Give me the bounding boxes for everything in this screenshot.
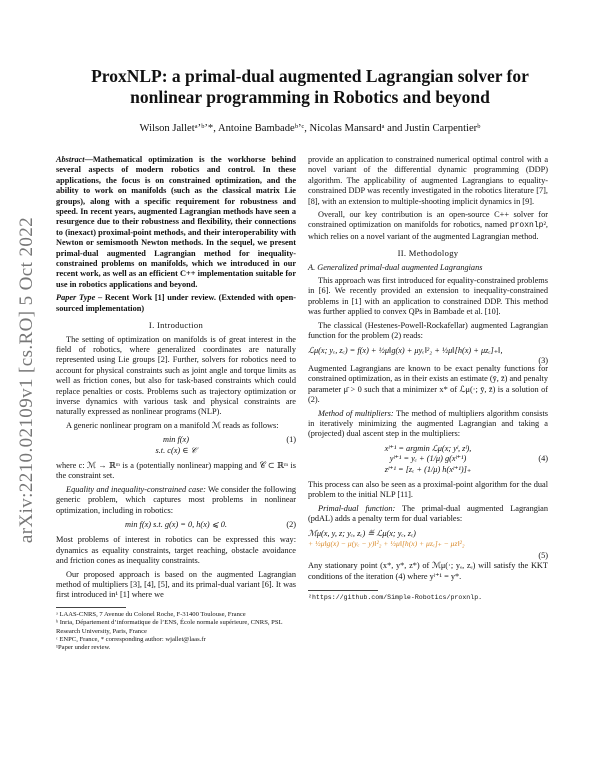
method-paragraph-2: The classical (Hestenes-Powell-Rockafellar) augmented Lagrangian function for the problem (2) reads: bbox=[308, 320, 548, 341]
method-paragraph-1: This approach was first introduced for equality-constrained problems in [6]. We recently provided an extension to inequality-constrained problems in [1] with an application to constrained DDP. This method was further applied to convex QPs in Bambade et al. [10]. bbox=[308, 276, 548, 317]
equation-3: ℒμ(x; yₑ, zₑ) = f(x) + ½μ‖g(x) + μyₑ‖²₂ + ½μ‖[h(x) + μzₑ]₊‖, (3) bbox=[308, 345, 548, 365]
right-column bbox=[308, 155, 548, 603]
method-paragraph-3: Augmented Lagrangians are known to be exact penalty functions for constrained optimization, as in their exists an estimate (ȳ, z̄) and penalty parameter μ̄ > 0 such that a minimizer x* of ℒμ(·; ȳ, z̄) is a solution of (2). bbox=[308, 363, 548, 405]
paper-title: ProxNLP: a primal-dual augmented Lagrangian solver for nonlinear programming in Robotics and beyond bbox=[91, 66, 529, 107]
section-heading-methodology: II. Methodology bbox=[397, 248, 459, 259]
intro-paragraph-1: The setting of optimization on manifolds is of great interest in the field of robotics, where generalized coordinates are naturally represented using Lie groups [2]. Further, solvers for robotics need to account for physical constraints such as joint angle and torque limits as well as friction cones, but also for task-based constraints which could replace penalties or costs. Problems such as trajectory optimization or inverse dynamics with various task and physical constraints are naturally expressed as nonlinear programs (NLP). bbox=[56, 334, 296, 417]
intro-paragraph-4: Equality and inequality-constrained case: We consider the following generic problem, which captures most problems in nonlinear optimization, including in robotics: bbox=[56, 484, 296, 515]
footnote-affiliation-b: ᵇ Inria, Département d’informatique de l’ENS, École normale supérieure, CNRS, PSL Research University, Paris, France bbox=[56, 619, 283, 635]
footnote-rule-right bbox=[308, 590, 378, 591]
method-paragraph-4: Method of multipliers: The method of multipliers algorithm consists in iteratively minimizing the augmented Lagrangian and taking a (projected) dual ascent step in the multipliers: bbox=[308, 408, 548, 439]
arxiv-stamp: arXiv:2210.02109v1 [cs.RO] 5 Oct 2022 bbox=[16, 216, 37, 544]
method-paragraph-5: This process can also be seen as a proximal-point algorithm for the dual problem to the initial NLP [11]. bbox=[308, 479, 548, 500]
equation-4: xˡ⁺¹ = argmin ℒμ(x; yˡ, zˡ), yˡ⁺¹ = yₑ + (1/μ) g(xˡ⁺¹) zˡ⁺¹ = [zₑ + (1/μ) h(xˡ⁺¹)]₊ (4) bbox=[384, 443, 548, 474]
footnote-1: ¹Paper under review. bbox=[56, 644, 111, 652]
right-paragraph-2: Overall, our key contribution is an open-source C++ solver for constrained optimization on manifolds for robotics, named proxnlp², which relies on a novel variant of the augmented Lagrangian method. bbox=[308, 210, 548, 241]
footnote-affiliation-a: ᵃ LAAS-CNRS, 7 Avenue du Colonel Roche, F-31400 Toulouse, France bbox=[56, 610, 246, 618]
footnote-2: ²https://github.com/Simple-Robotics/proxnlp. bbox=[308, 594, 483, 602]
section-heading-introduction: I. Introduction bbox=[148, 320, 204, 331]
equation-5: ℳμ(x, y, z; yₑ, zₑ) ≝ ℒμ(x; yₑ, zₑ) + ½μ‖g(x) − μ(yₑ − y)‖²₂ + ½μ‖[h(x) + μzₑ]₊ − μz‖²₂ (5) bbox=[308, 528, 548, 560]
method-paragraph-6: Primal-dual function: The primal-dual augmented Lagrangian (pdAL) adds a penalty term for dual variables: bbox=[308, 503, 549, 524]
intro-paragraph-3: where c: ℳ → ℝᵐ is a (potentially nonlinear) mapping and 𝒞 ⊂ ℝᵐ is the constraint set. bbox=[56, 460, 296, 481]
intro-paragraph-6: Our proposed approach is based on the augmented Lagrangian method of multipliers [3], [4], [5], and its primal-dual variant [6]. It was first introduced in¹ [1] where we bbox=[56, 569, 296, 600]
subsection-heading-a: A. Generalized primal-dual augmented Lagrangians bbox=[308, 262, 483, 272]
footnote-affiliation-c: ᶜ ENPC, France, * corresponding author: wjallet@laas.fr bbox=[56, 636, 206, 644]
left-column bbox=[56, 155, 296, 653]
intro-paragraph-2: A generic nonlinear program on a manifold ℳ reads as follows: bbox=[66, 420, 279, 430]
equation-2: min f(x) s.t. g(x) = 0, h(x) ⩽ 0. (2) bbox=[125, 520, 296, 529]
intro-paragraph-5: Most problems of interest in robotics can be expressed this way: dynamics as equality constraints, target reaching, obstacle avoidance and friction cones as inequality constraints. bbox=[56, 535, 296, 566]
paper-type: Paper Type – Recent Work [1] under review. (Extended with open-sourced implementation) bbox=[56, 293, 296, 313]
footnote-rule bbox=[56, 607, 126, 608]
abstract: Abstract—Mathematical optimization is the workhorse behind several aspects of modern robotics and control. In these applications, the focus is on constrained optimization, and the ability to work on manifolds (such as the classical matrix Lie groups), along with a specific requirement for robustness and speed. In recent years, augmented Lagrangian methods have seen a resurgence due to their robustness and flexibility, their connections to (inexact) proximal-point methods, and their interoperability with Newton or semismooth Newton methods. In the sequel, we present primal-dual augmented Lagrangian method for inequality-constrained problems on manifolds, which we introduced in our recent work, as well as an efficient C++ implementation suitable for use in robotics applications and beyond. bbox=[56, 155, 296, 289]
equation-1: min f(x) s.t. c(x) ∈ 𝒞 (1) bbox=[155, 435, 296, 455]
right-paragraph-1: provide an application to constrained numerical optimal control with a novel variant of the differential dynamic programming (DDP) algorithm. The applicability of augmented Lagrangians to equality-constrained DDP was recently investigated in the robotics literature [7], [8], with an extension to multiple-shooting implicit dynamics in [9]. bbox=[308, 155, 548, 206]
author-list: Wilson Jalletᵃʼᵇʼ*, Antoine Bambadeᵇʼᶜ, Nicolas Mansardᵃ and Justin Carpentierᵇ bbox=[139, 123, 481, 134]
method-paragraph-7: Any stationary point (x*, y*, z*) of ℳμ(·; yₑ, zₑ) will satisfy the KKT conditions of the iteration (4) where yˡ⁺¹ = y*. bbox=[308, 561, 548, 581]
